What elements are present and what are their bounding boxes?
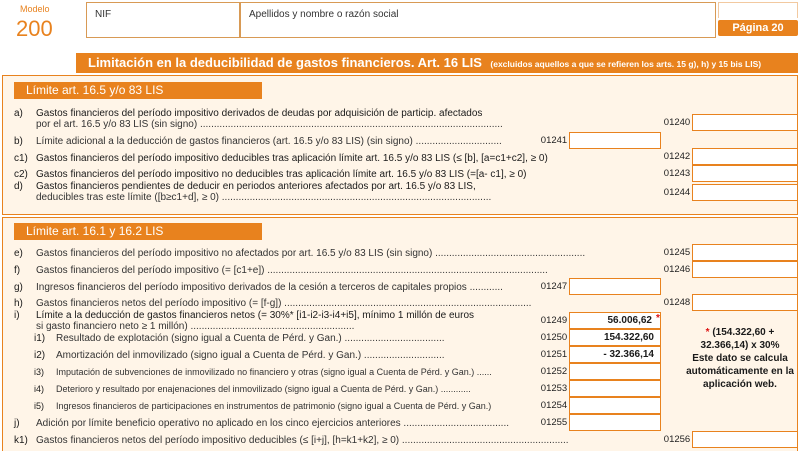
name-field[interactable] — [240, 2, 716, 38]
section-title-bar — [76, 53, 798, 73]
code-01254: 01254 — [540, 400, 568, 411]
row-a-label-2: por el art. 16.5 y/o 83 LIS (sin signo) ............................................................................................................. — [36, 119, 503, 130]
row-a: a) Gastos financieros del período impositivo derivados de deudas por adquisición de particip. afectados por el art. 16.5 y/o 83 LIS (sin signo) ............................................................................................................. — [14, 108, 503, 130]
input-01241[interactable] — [569, 132, 661, 149]
section-heading-16-1: Límite art. 16.1 y 16.2 LIS — [14, 223, 262, 240]
value-01249: 56.006,62 — [607, 315, 652, 326]
row-g: g) Ingresos financieros del período impositivo derivados de la cesión a terceros de capitales propios ............ — [14, 282, 503, 293]
row-g-label: Ingresos financieros del período impositivo derivados de la cesión a terceros de capitales propios ............ — [36, 282, 503, 293]
note-formula-tail: x 30% — [748, 340, 780, 351]
page-top-box — [718, 2, 798, 18]
row-b: b) Límite adicional a la deducción de gastos financieros (art. 16.5 y/o 83 LIS) (sin signo) ............................... — [14, 136, 502, 147]
row-d: d) Gastos financieros pendientes de deducir en periodos anteriores afectados por art. 16.5 y/o 83 LIS, deducibles tras este límite ([b≥c1+d], ≥ 0) ................................................................................................. — [14, 181, 492, 203]
row-i-label-2: si gasto financiero neto ≥ 1 millón) ........................................................... — [36, 321, 355, 332]
row-i3: i3) Imputación de subvenciones de inmovilizado no financiero y otras (signo igual a Cuenta de Pérd. y Gan.) ...... — [34, 367, 492, 377]
code-01246: 01246 — [663, 264, 691, 275]
row-j: j) Adición por límite beneficio operativo no aplicado en los cinco ejercicios anteriores ...................................... — [14, 418, 509, 429]
row-j-label: Adición por límite beneficio operativo no aplicado en los cinco ejercicios anteriores ...................................... — [36, 418, 509, 429]
code-01251: 01251 — [540, 349, 568, 360]
row-e: e) Gastos financieros del período impositivo no afectados por art. 16.5 y/o 83 LIS (sin signo) ...................................................... — [14, 248, 586, 259]
row-e-label: Gastos financieros del período impositivo no afectados por art. 16.5 y/o 83 LIS (sin signo) ...................................................... — [36, 248, 586, 259]
section-heading-16-5: Límite art. 16.5 y/o 83 LIS — [14, 82, 262, 99]
code-01247: 01247 — [540, 281, 568, 292]
row-c1-label: Gastos financieros del período impositivo deducibles tras aplicación límite art. 16.5 y/o 83 LIS (≤ [b], [a=c1+c2], ≥ 0) — [36, 153, 548, 164]
code-01256: 01256 — [663, 434, 691, 445]
code-01243: 01243 — [663, 168, 691, 179]
row-i5-label: Ingresos financieros de participaciones en instrumentos de patrimonio (signo igual a Cuenta de Pérd. y Gan.) — [56, 401, 492, 411]
row-b-label: Límite adicional a la deducción de gastos financieros (art. 16.5 y/o 83 LIS) (sin signo) ............................... — [36, 136, 502, 147]
code-01240: 01240 — [663, 117, 691, 128]
input-01242[interactable] — [692, 148, 798, 165]
code-01250: 01250 — [540, 332, 568, 343]
note-text: Este dato se calcula automáticamente en la aplicación web. — [686, 353, 794, 390]
code-01244: 01244 — [663, 187, 691, 198]
code-01241: 01241 — [540, 135, 568, 146]
code-01252: 01252 — [540, 366, 568, 377]
code-01245: 01245 — [663, 247, 691, 258]
page-subtitle: (excluidos aquellos a que se refieren los arts. 15 g), h) y 15 bis LIS) — [490, 59, 762, 69]
row-i4-label: Deterioro y resultado por enajenaciones del inmovilizado (signo igual a Cuenta de Pérd. y Gan.) ............ — [56, 384, 471, 394]
input-01244[interactable] — [692, 184, 798, 201]
nif-field[interactable] — [86, 2, 240, 38]
page-title: Limitación en la deducibilidad de gastos financieros. Art. 16 LIS — [88, 55, 482, 70]
row-f: f) Gastos financieros del período impositivo (= [c1+e]) ..................................................................................................... — [14, 265, 548, 276]
code-01253: 01253 — [540, 383, 568, 394]
input-01254[interactable] — [569, 397, 661, 414]
input-01255[interactable] — [569, 414, 661, 431]
row-d-label-2: deducibles tras este límite ([b≥c1+d], ≥ 0) ................................................................................................. — [36, 192, 492, 203]
row-d-label: Gastos financieros pendientes de deducir en periodos anteriores afectados por art. 16.5 y/o 83 LIS, — [36, 181, 476, 192]
input-01245[interactable] — [692, 244, 798, 261]
input-01252[interactable] — [569, 363, 661, 380]
row-i4: i4) Deterioro y resultado por enajenaciones del inmovilizado (signo igual a Cuenta de Pérd. y Gan.) ............ — [34, 384, 471, 394]
input-01248[interactable] — [692, 294, 798, 311]
row-k1: k1) Gastos financieros netos del período impositivo deducibles (≤ [i+j], [h=k1+k2], ≥ 0) ............................................................ — [14, 435, 569, 446]
row-c1: c1) Gastos financieros del período impositivo deducibles tras aplicación límite art. 16.5 y/o 83 LIS (≤ [b], [a=c1+c2], ≥ 0) — [14, 153, 548, 164]
row-c2-label: Gastos financieros del período impositivo no deducibles tras aplicación límite art. 16.5 y/o 83 LIS (=[a- c1], ≥ 0) — [36, 169, 527, 180]
row-h: h) Gastos financieros netos del período impositivo (= [f-g]) ......................................................................................... — [14, 298, 532, 309]
value-01250: 154.322,60 — [603, 332, 654, 343]
input-01253[interactable] — [569, 380, 661, 397]
row-h-label: Gastos financieros netos del período impositivo (= [f-g]) ......................................................................................... — [36, 298, 532, 309]
code-01248: 01248 — [663, 297, 691, 308]
value-01251: - 32.366,14 — [603, 349, 654, 360]
code-01249: 01249 — [540, 315, 568, 326]
input-01256[interactable] — [692, 431, 798, 448]
nif-label: NIF — [95, 9, 112, 20]
asterisk-marker: * — [656, 313, 660, 324]
row-f-label: Gastos financieros del período impositivo (= [c1+e]) ..................................................................................................... — [36, 265, 548, 276]
input-01247[interactable] — [569, 278, 661, 295]
row-i3-label: Imputación de subvenciones de inmovilizado no financiero y otras (signo igual a Cuenta de Pérd. y Gan.) ...... — [56, 367, 492, 377]
row-i5: i5) Ingresos financieros de participaciones en instrumentos de patrimonio (signo igual a Cuenta de Pérd. y Gan.) — [34, 401, 492, 411]
input-01246[interactable] — [692, 261, 798, 278]
code-01255: 01255 — [540, 417, 568, 428]
input-01251[interactable] — [569, 346, 661, 363]
calculation-note — [684, 326, 796, 391]
row-i1: i1) Resultado de explotación (signo igual a Cuenta de Pérd. y Gan.) .................................... — [34, 333, 445, 344]
row-c2: c2) Gastos financieros del período impositivo no deducibles tras aplicación límite art. 16.5 y/o 83 LIS (=[a- c1], ≥ 0) — [14, 169, 527, 180]
page-number-badge: Página 20 — [718, 20, 798, 36]
note-asterisk: * — [705, 327, 710, 338]
modelo-number: 200 — [16, 16, 53, 41]
row-k1-label: Gastos financieros netos del período impositivo deducibles (≤ [i+j], [h=k1+k2], ≥ 0) ............................................................ — [36, 435, 569, 446]
row-i-label: Límite a la deducción de gastos financieros netos (= 30%* [i1-i2-i3-i4+i5], mínimo 1 millón de euros — [36, 310, 475, 321]
input-01243[interactable] — [692, 165, 798, 182]
input-01250[interactable] — [569, 329, 661, 346]
code-01242: 01242 — [663, 151, 691, 162]
row-i1-label: Resultado de explotación (signo igual a Cuenta de Pérd. y Gan.) .................................... — [56, 333, 445, 344]
input-01240[interactable] — [692, 114, 798, 131]
name-label: Apellidos y nombre o razón social — [249, 9, 399, 20]
row-a-label: Gastos financieros del período impositivo derivados de deudas por adquisición de particip. afectados — [36, 108, 483, 119]
modelo-label: Modelo — [20, 4, 50, 14]
note-formula: (154.322,60 + 32.366,14) — [700, 327, 775, 351]
row-i2-label: Amortización del inmovilizado (signo igual a Cuenta de Pérd. y Gan.) ............................. — [56, 350, 445, 361]
row-i2: i2) Amortización del inmovilizado (signo igual a Cuenta de Pérd. y Gan.) ............................. — [34, 350, 445, 361]
input-01249[interactable] — [569, 312, 661, 329]
row-i: i) Límite a la deducción de gastos financieros netos (= 30%* [i1-i2-i3-i4+i5], mínimo 1 millón de euros si gasto financiero neto ≥ 1 millón) ........................................................... — [14, 310, 475, 332]
